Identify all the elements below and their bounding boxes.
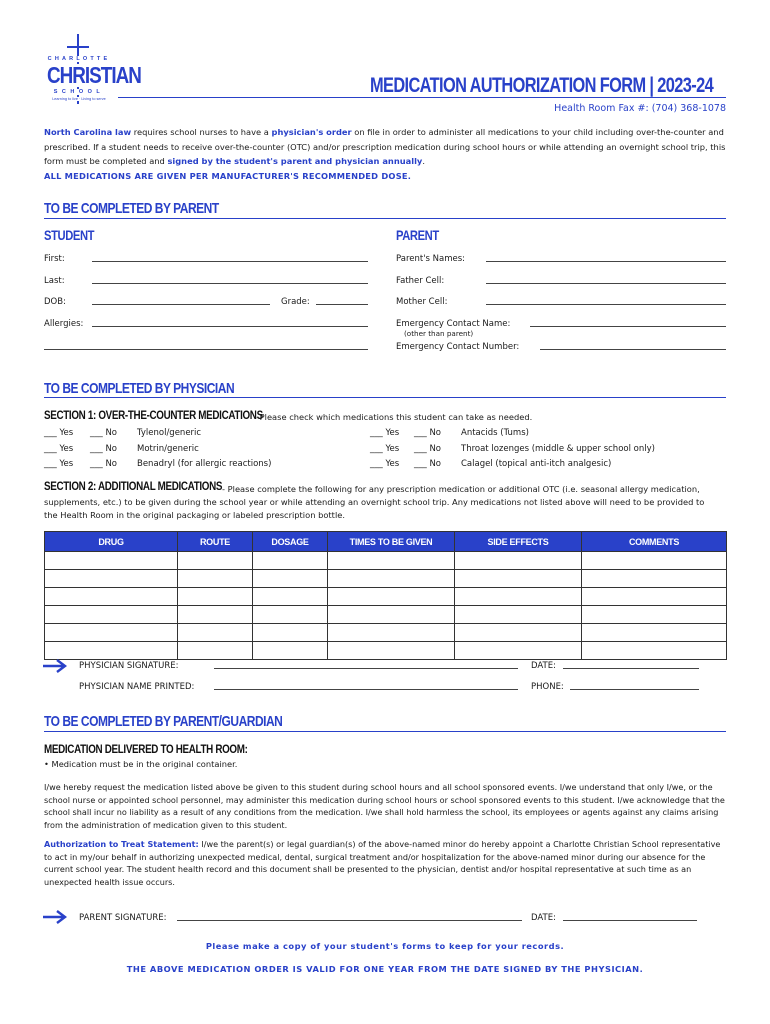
logo-top-text: CHARLOTTE (40, 56, 118, 62)
table-cell[interactable] (178, 624, 253, 642)
otc-no-checkbox[interactable]: ___ No (414, 459, 442, 469)
logo-sub-text: SCHOOL (40, 89, 118, 95)
first-name-field[interactable] (92, 261, 368, 262)
copy-records-note: Please make a copy of your student's forms to keep for your records. (205, 941, 565, 951)
last-name-label: Last: (44, 276, 65, 286)
otc-no-checkbox[interactable]: ___ No (90, 428, 118, 438)
parent-signature-label: PARENT SIGNATURE: (79, 913, 167, 923)
table-cell[interactable] (582, 570, 727, 588)
table-cell[interactable] (582, 606, 727, 624)
table-cell[interactable] (178, 588, 253, 606)
mother-cell-field[interactable] (486, 304, 726, 305)
parent-date-label: DATE: (531, 913, 556, 923)
table-cell[interactable] (253, 588, 328, 606)
last-name-field[interactable] (92, 283, 368, 284)
physician-date-field[interactable] (563, 668, 699, 669)
allergies-field[interactable] (92, 326, 368, 327)
intro-signed-by: signed by the student's parent and physician annually (167, 156, 423, 166)
table-cell[interactable] (582, 552, 727, 570)
emergency-name-field[interactable] (530, 326, 726, 327)
table-header-row (45, 532, 727, 552)
column-header: TIMES TO BE GIVEN (328, 532, 455, 552)
otc-yes-checkbox[interactable]: ___ Yes (370, 428, 400, 438)
table-cell[interactable] (455, 606, 582, 624)
table-cell[interactable] (455, 588, 582, 606)
table-cell[interactable] (328, 642, 455, 660)
grade-label: Grade: (281, 297, 310, 307)
physician-name-field[interactable] (214, 689, 518, 690)
section-divider (44, 731, 726, 732)
intro-text-part: . (422, 156, 425, 166)
table-cell[interactable] (178, 642, 253, 660)
otc-medication-label: Motrin/generic (137, 444, 199, 454)
section2-description: the Health Room in the original packaging or labeled prescription bottle. (44, 510, 345, 520)
first-name-label: First: (44, 254, 65, 264)
column-header: SIDE EFFECTS (455, 532, 582, 552)
validity-note: THE ABOVE MEDICATION ORDER IS VALID FOR ONE YEAR FROM THE DATE SIGNED BY THE PHYSICIAN. (126, 964, 644, 974)
table-cell[interactable] (253, 624, 328, 642)
section-divider (44, 218, 726, 219)
medication-table (44, 531, 727, 660)
emergency-note: (other than parent) (404, 329, 474, 338)
otc-yes-checkbox[interactable]: ___ Yes (44, 444, 74, 454)
physician-name-label: PHYSICIAN NAME PRINTED: (79, 682, 195, 692)
table-cell[interactable] (253, 570, 328, 588)
grade-field[interactable] (316, 304, 368, 305)
parents-names-label: Parent's Names: (396, 254, 466, 264)
intro-nc-law: North Carolina law (44, 127, 132, 137)
table-cell[interactable] (455, 570, 582, 588)
otc-yes-checkbox[interactable]: ___ Yes (44, 428, 74, 438)
physician-date-label: DATE: (531, 661, 556, 671)
parent-heading: PARENT (396, 227, 439, 243)
otc-no-checkbox[interactable]: ___ No (90, 459, 118, 469)
section-divider (44, 397, 726, 398)
table-cell[interactable] (45, 552, 178, 570)
column-header: DOSAGE (253, 532, 328, 552)
table-row (45, 642, 727, 660)
otc-medication-label: Benadryl (for allergic reactions) (137, 459, 272, 469)
consent-paragraph: I/we hereby request the medication listed above be given to this student during school hours and all school sponsored events. I/we understand that only I/we, or the school nurse or appointed school personnel, may administer this medication during school hours or school sponsored events to this student. I/we acknowledge that the school shall incur no liability as a result of any conditions from the medication. I/we shall hold harmless the school, its employees or agents against any claims arising from the administration of medication given to this student. (44, 782, 725, 830)
table-cell[interactable] (178, 606, 253, 624)
section-heading-guardian: TO BE COMPLETED BY PARENT/GUARDIAN (44, 713, 283, 730)
section2-description: - Please complete the following for any prescription medication or additional OTC (i.e. seasonal allergy medication, (222, 484, 700, 494)
table-cell[interactable] (455, 642, 582, 660)
table-cell[interactable] (253, 642, 328, 660)
school-logo (40, 34, 141, 106)
cross-icon-bar (67, 46, 89, 48)
form-title: MEDICATION AUTHORIZATION FORM | 2023-24 (370, 74, 714, 97)
column-header: DRUG (45, 532, 178, 552)
otc-no-checkbox[interactable]: ___ No (414, 428, 442, 438)
logo-main-text: CHRISTIAN (47, 62, 141, 88)
table-cell[interactable] (328, 570, 455, 588)
otc-medication-label: Throat lozenges (middle & upper school only) (461, 444, 655, 454)
table-cell[interactable] (328, 552, 455, 570)
table-cell[interactable] (328, 588, 455, 606)
column-header: COMMENTS (582, 532, 727, 552)
table-cell[interactable] (455, 624, 582, 642)
physician-signature-label: PHYSICIAN SIGNATURE: (79, 661, 179, 671)
student-heading: STUDENT (44, 227, 95, 243)
allergies-field-2[interactable] (44, 349, 368, 350)
physician-phone-field[interactable] (570, 689, 699, 690)
otc-yes-checkbox[interactable]: ___ Yes (370, 444, 400, 454)
parent-date-field[interactable] (563, 920, 697, 921)
arrow-right-icon (42, 659, 68, 673)
parent-signature-field[interactable] (177, 920, 522, 921)
table-cell[interactable] (45, 642, 178, 660)
table-cell[interactable] (45, 606, 178, 624)
physician-signature-field[interactable] (214, 668, 518, 669)
emergency-name-label: Emergency Contact Name: (396, 319, 511, 329)
table-cell[interactable] (582, 642, 727, 660)
intro-text-part: requires school nurses to have a (131, 127, 272, 137)
dob-field[interactable] (92, 304, 270, 305)
section1-heading: SECTION 1: OVER-THE-COUNTER MEDICATIONS (44, 408, 263, 422)
table-row (45, 624, 727, 642)
original-container-note: • Medication must be in the original container. (44, 759, 238, 769)
dob-label: DOB: (44, 297, 66, 307)
physician-phone-label: PHONE: (531, 682, 564, 692)
parents-names-field[interactable] (486, 261, 726, 262)
table-cell[interactable] (582, 588, 727, 606)
title-divider (118, 97, 726, 98)
intro-dose-note: ALL MEDICATIONS ARE GIVEN PER MANUFACTURER'S RECOMMENDED DOSE. (44, 170, 412, 181)
otc-no-checkbox[interactable]: ___ No (90, 444, 118, 454)
intro-physician-order: physician's order (271, 127, 352, 137)
otc-yes-checkbox[interactable]: ___ Yes (44, 459, 74, 469)
otc-medication-label: Antacids (Tums) (461, 428, 529, 438)
table-cell[interactable] (178, 552, 253, 570)
authorization-label: Authorization to Treat Statement: (44, 839, 199, 849)
otc-yes-checkbox[interactable]: ___ Yes (370, 459, 400, 469)
otc-medication-label: Tylenol/generic (137, 428, 202, 438)
table-cell[interactable] (328, 606, 455, 624)
emergency-number-field[interactable] (540, 349, 726, 350)
column-header: ROUTE (178, 532, 253, 552)
section-heading-parent: TO BE COMPLETED BY PARENT (44, 200, 219, 217)
table-cell[interactable] (455, 552, 582, 570)
table-row (45, 552, 727, 570)
section1-description: - Please check which medications this student can take as needed. (254, 412, 533, 422)
table-cell[interactable] (328, 624, 455, 642)
table-cell[interactable] (253, 606, 328, 624)
table-cell[interactable] (253, 552, 328, 570)
table-cell[interactable] (45, 588, 178, 606)
authorization-text: I/we the parent(s) or legal guardian(s) of the above-named minor do hereby appoint a Charlotte Christian School representative to act in my/our behalf in authorizing unexpected medical, dental, surgical treatment and/or hospitalization for the above-named minor during our absence for the current school year. The student health record and this document shall be presented to the physician, dentist and/or hospital representative at such time as an unexpected health issue occurs. (44, 839, 721, 887)
section2-heading: SECTION 2: ADDITIONAL MEDICATIONS (44, 479, 223, 493)
logo-tagline: Learning to live · Living to serve (40, 97, 118, 101)
section-heading-physician: TO BE COMPLETED BY PHYSICIAN (44, 380, 235, 397)
allergies-label: Allergies: (44, 319, 84, 329)
otc-no-checkbox[interactable]: ___ No (414, 444, 442, 454)
table-cell[interactable] (178, 570, 253, 588)
table-row (45, 588, 727, 606)
delivered-heading: MEDICATION DELIVERED TO HEALTH ROOM: (44, 742, 248, 756)
table-cell[interactable] (45, 570, 178, 588)
section2-description: supplements, etc.) to be given during the school year or while attending an overnight school trip. Any medications not listed above will need to be provided to (44, 497, 705, 507)
table-row (45, 606, 727, 624)
mother-cell-label: Mother Cell: (396, 297, 448, 307)
father-cell-field[interactable] (486, 283, 726, 284)
father-cell-label: Father Cell: (396, 276, 445, 286)
emergency-number-label: Emergency Contact Number: (396, 342, 520, 352)
authorization-paragraph (44, 838, 728, 888)
otc-medication-label: Calagel (topical anti-itch analgesic) (461, 459, 612, 469)
fax-number: Health Room Fax #: (704) 368-1078 (554, 103, 726, 114)
table-row (45, 570, 727, 588)
table-cell[interactable] (45, 624, 178, 642)
intro-text (44, 125, 728, 183)
table-cell[interactable] (582, 624, 727, 642)
arrow-right-icon (42, 910, 68, 924)
intro-text-part: on file in order to administer all medications to your child including over-the-counter and prescribed. If a student needs to receive over-the-counter (OTC) and/or prescription medication during school hours or while attending an overnight school trip, this form must be completed and (44, 127, 726, 166)
